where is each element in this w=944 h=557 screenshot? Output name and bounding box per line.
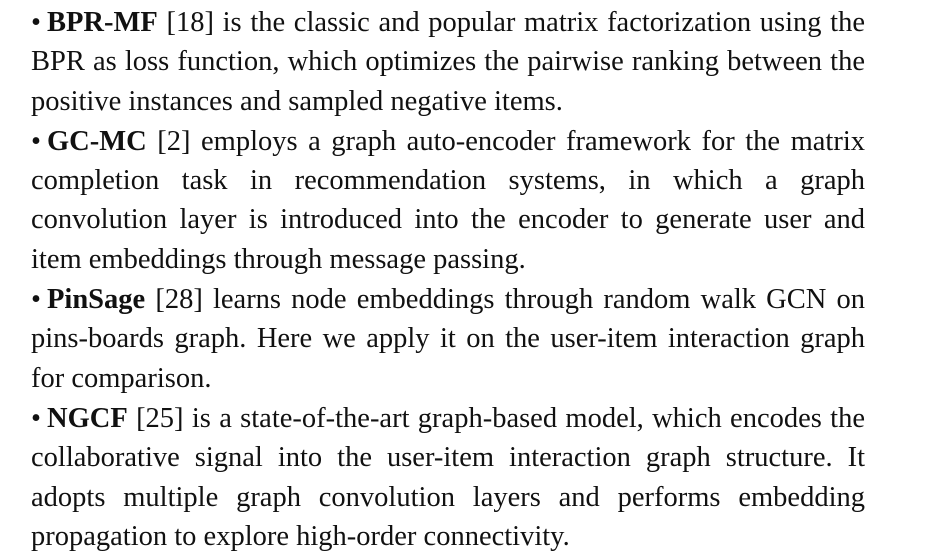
baseline-list	[31, 3, 865, 557]
method-name: GC-MC	[47, 125, 147, 157]
bullet: •	[31, 7, 41, 38]
method-description: [18] is the classic and popular matrix factorization using the BPR as loss function, which optimizes the pairwise ranking between the positive instances and sampled negative items.	[31, 7, 865, 117]
method-name: BPR-MF	[47, 7, 158, 38]
bullet: •	[31, 284, 41, 316]
list-item-ngcf	[31, 399, 865, 556]
bullet: •	[31, 402, 41, 434]
method-name: NGCF	[47, 402, 128, 434]
list-item-gc-mc	[31, 122, 865, 279]
method-description: [25] is a state-of-the-art graph-based model, which encodes the collaborative signal into the user-item interaction graph structure. It adopts multiple graph convolution layers and performs embedding propagation to explore high-order connectivity.	[31, 402, 865, 552]
method-description: [28] learns node embeddings through random walk GCN on pins-boards graph. Here we apply it on the user-item interaction graph for comparison.	[31, 284, 865, 394]
bullet: •	[31, 125, 41, 157]
list-item-bpr-mf	[31, 3, 865, 121]
method-description: [2] employs a graph auto-encoder framework for the matrix completion task in recommendation systems, in which a graph convolution layer is introduced into the encoder to generate user and item embeddings through message passing.	[31, 125, 865, 275]
list-item-pinsage	[31, 280, 865, 398]
method-name: PinSage	[47, 284, 146, 316]
